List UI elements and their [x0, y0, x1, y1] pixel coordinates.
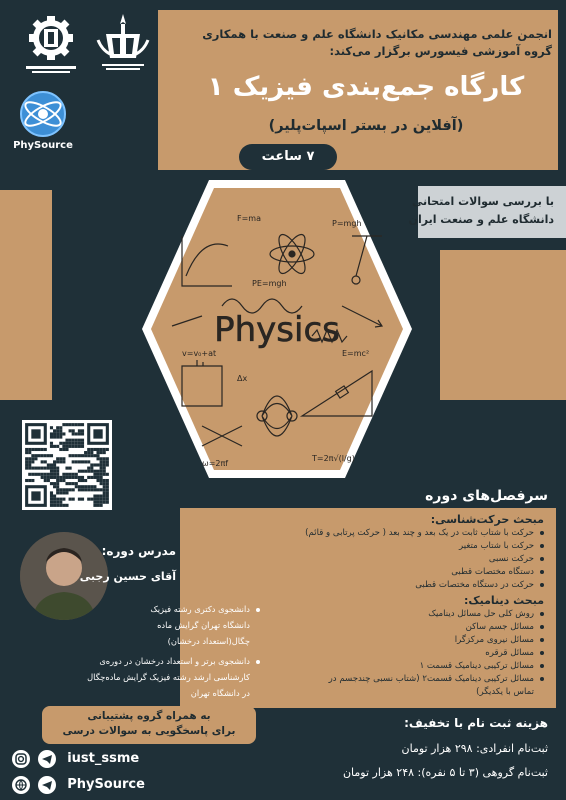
- social-handle-physource: PhySource: [67, 777, 145, 792]
- bullet-dot: [256, 660, 260, 664]
- bio-line: [191, 688, 250, 698]
- kin-text: حرکت با شتاب متغیر: [459, 541, 534, 551]
- dyn-item: [466, 622, 544, 632]
- dyn-text: تماس با یکدیگر): [476, 687, 534, 697]
- kinematics-title: مبحث حرکت‌شناسی:: [430, 513, 544, 526]
- bullet-dot: [540, 677, 544, 681]
- kin-text: حرکت در دستگاه مختصات قطبی: [415, 580, 534, 590]
- support-line1: به همراه گروه پشتیبانی: [87, 710, 211, 722]
- telegram-icon: [38, 776, 56, 794]
- bullet-dot: [540, 664, 544, 668]
- social-row-instagram-telegram[interactable]: [12, 748, 139, 770]
- bullet-dot: [540, 583, 544, 587]
- instructor-name: آقای حسین رجبی: [79, 570, 176, 583]
- social-handle-ssme: iust_ssme: [67, 751, 140, 766]
- kin-item: [305, 528, 544, 538]
- physource-logo-label: PhySource: [13, 140, 73, 151]
- exam-review-line2: دانشگاه علم و صنعت ایران: [408, 213, 554, 226]
- bio-text: دانشجوی دکتری رشته فیزیک: [150, 604, 250, 614]
- bio-line: [157, 620, 250, 630]
- workshop-title: کارگاه جمع‌بندی فیزیک ۱: [207, 72, 525, 102]
- bullet-dot: [256, 608, 260, 612]
- physics-word: Physics: [214, 310, 340, 350]
- bio-text: در دانشگاه تهران: [190, 688, 250, 698]
- left-decor-strip: [0, 190, 52, 400]
- kin-item: [459, 541, 544, 551]
- svg-text:PE=mgh: PE=mgh: [252, 279, 287, 288]
- dyn-text: مسائل قرقره: [485, 648, 534, 658]
- presenter-line: گروه آموزشی فیسورس برگزار می‌کند:: [329, 44, 552, 58]
- ssme-logo: [92, 10, 154, 80]
- svg-text:E=mc²: E=mc²: [342, 349, 370, 358]
- svg-text:T=2π√(l/g): T=2π√(l/g): [312, 454, 355, 463]
- kin-item: [451, 567, 544, 577]
- physource-logo: [16, 88, 70, 144]
- bio-line: [99, 656, 260, 666]
- workshop-subtitle: (آفلاین در بستر اسپات‌پلیر): [268, 118, 464, 134]
- web-icon: [12, 776, 30, 794]
- qr-code[interactable]: [22, 420, 112, 510]
- fee-individual: ثبت‌نام انفرادی: ۲۹۸ هزار تومان: [401, 742, 548, 755]
- fee-title: هزینه ثبت نام با تخفیف:: [404, 716, 548, 730]
- bio-line: [150, 604, 260, 614]
- dynamics-title: مبحث دینامیک:: [463, 594, 544, 607]
- physics-sketch-hexagon: [142, 176, 412, 486]
- dyn-item: [455, 635, 544, 645]
- instructor-heading: مدرس دوره:: [101, 544, 176, 558]
- bullet-dot: [540, 544, 544, 548]
- bullet-dot: [540, 638, 544, 642]
- kin-text: دستگاه مختصات قطبی: [451, 567, 534, 577]
- svg-text:v=v₀+at: v=v₀+at: [182, 349, 217, 358]
- svg-text:P=mgh: P=mgh: [332, 219, 362, 228]
- exam-review-banner: [418, 186, 566, 238]
- bullet-dot: [540, 612, 544, 616]
- bullet-dot: [540, 625, 544, 629]
- syllabus-title: سرفصل‌های دوره: [425, 488, 548, 504]
- dyn-text: مسائل جسم ساکن: [465, 622, 534, 632]
- dyn-item: [420, 661, 544, 671]
- dyn-item: [485, 648, 544, 658]
- dyn-text: مسائل ترکیبی دینامیک قسمت ۱: [419, 661, 534, 671]
- support-line2: برای پاسخگویی به سوالات درسی: [62, 725, 236, 737]
- bio-text: کارشناسی ارشد رشته فیزیک گرایش ماده‌چگال: [87, 672, 250, 682]
- svg-text:F=ma: F=ma: [237, 214, 261, 223]
- bio-line: [87, 672, 250, 682]
- duration-badge: ۷ ساعت: [239, 144, 337, 170]
- bullet-dot: [540, 570, 544, 574]
- fee-group: ثبت‌نام گروهی (۳ تا ۵ نفره): ۲۴۸ هزار تومان: [342, 766, 548, 779]
- iust-logo: [20, 10, 82, 80]
- dyn-text: روش کلی حل مسائل دینامیک: [428, 609, 534, 619]
- svg-text:Δx: Δx: [237, 374, 248, 383]
- social-row-web[interactable]: [12, 774, 145, 796]
- dyn-item: [476, 687, 544, 697]
- right-decor-strip: [440, 250, 566, 400]
- instagram-icon: [12, 750, 30, 768]
- svg-text:ω=2πf: ω=2πf: [202, 459, 229, 468]
- organizer-line: انجمن علمی مهندسی مکانیک دانشگاه علم و صنعت با همکاری: [202, 27, 552, 41]
- dyn-item: [428, 609, 544, 619]
- bullet-dot: [540, 651, 544, 655]
- kin-item: [489, 554, 544, 564]
- bio-line: [168, 636, 250, 646]
- bio-text: دانشجوی برتر و استعداد درخشان در دوره‌ی: [99, 656, 250, 666]
- bullet-dot: [540, 557, 544, 561]
- bullet-dot: [540, 531, 544, 535]
- telegram-icon: [38, 750, 56, 768]
- kin-item: [415, 580, 544, 590]
- kin-text: حرکت نسبی: [488, 554, 534, 564]
- dyn-item: [329, 674, 544, 684]
- exam-review-line1: با بررسی سوالات امتحانی: [411, 195, 554, 208]
- bio-text: دانشگاه تهران گرایش ماده: [157, 620, 250, 630]
- dyn-text: مسائل ترکیبی دینامیک قسمت۲ (شتاب نسبی چندجسم در: [328, 674, 534, 684]
- dyn-text: مسائل نیروی مرکزگرا: [454, 635, 534, 645]
- bio-text: چگال(استعداد درخشان): [167, 636, 250, 646]
- kin-text: حرکت با شتاب ثابت در یک بعد و چند بعد ( حرکت پرتابی و قائم): [305, 528, 534, 538]
